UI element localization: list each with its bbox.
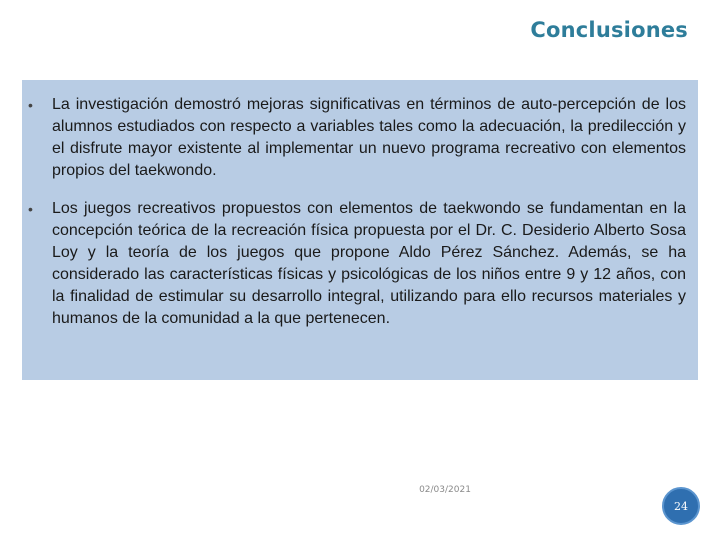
slide-title: Conclusiones: [530, 18, 688, 42]
bullet-list: [22, 94, 686, 330]
footer-date: 02/03/2021: [419, 485, 471, 495]
bullet-text-2: Los juegos recreativos propuestos con elementos de taekwondo se fundamentan en la concepción teórica de la recreación física propuesta por el Dr. C. Desiderio Alberto Sosa Loy y la teoría de los juegos que propone Aldo Pérez Sánchez. Además, se ha considerado las características físicas y psicológicas de los niños entre 9 y 12 años, con la finalidad de estimular su desarrollo integral, utilizando para ello recursos materiales y humanos de la comunidad a la que pertenecen.: [52, 200, 686, 327]
bullet-icon: •: [28, 97, 33, 113]
content-box: [22, 80, 698, 380]
bullet-item-2: [22, 198, 686, 330]
page-number: 24: [674, 499, 688, 513]
page-number-badge: [662, 487, 700, 525]
bullet-item-1: [22, 94, 686, 182]
bullet-text-1: La investigación demostró mejoras significativas en términos de auto-percepción de los alumnos estudiados con respecto a variables tales como la adecuación, la predilección y el disfrute mayor existente al implementar un nuevo programa recreativo con elementos propios del taekwondo.: [52, 96, 686, 179]
bullet-icon: •: [28, 201, 33, 217]
